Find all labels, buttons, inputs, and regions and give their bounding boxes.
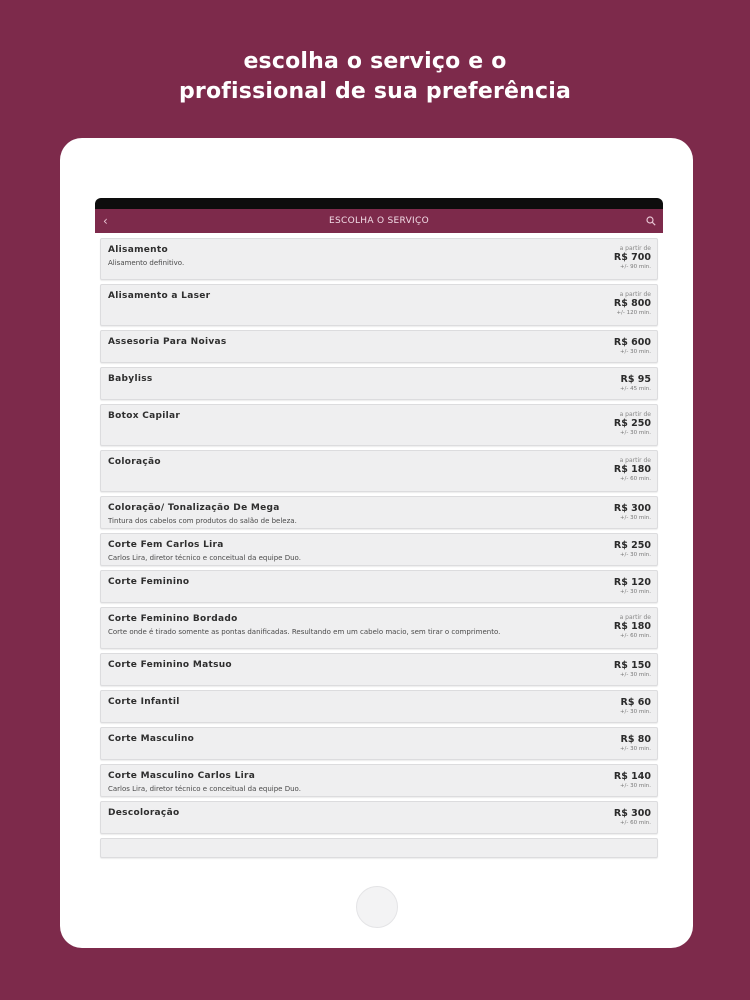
service-price: R$ 80 bbox=[620, 734, 651, 745]
service-name: Corte Feminino bbox=[108, 577, 190, 587]
service-list-item[interactable] bbox=[100, 330, 658, 363]
service-list-item[interactable] bbox=[100, 284, 658, 326]
app-screen bbox=[95, 198, 663, 870]
service-duration: +/- 30 min. bbox=[619, 783, 651, 789]
service-list-item[interactable] bbox=[100, 496, 658, 529]
service-price: R$ 60 bbox=[620, 697, 651, 708]
service-name: Coloração/ Tonalização De Mega bbox=[108, 503, 280, 513]
service-price: R$ 140 bbox=[613, 771, 651, 782]
price-box bbox=[614, 771, 651, 789]
service-duration: +/- 30 min. bbox=[619, 746, 651, 752]
service-price: R$ 150 bbox=[613, 660, 651, 671]
service-duration: +/- 30 min. bbox=[619, 709, 651, 715]
service-price: R$ 700 bbox=[613, 252, 651, 263]
price-box bbox=[620, 374, 651, 392]
price-from-label: a partir de bbox=[619, 457, 651, 464]
price-from-label: a partir de bbox=[619, 411, 651, 418]
price-box bbox=[614, 457, 651, 482]
service-list-item[interactable] bbox=[100, 727, 658, 760]
service-duration: +/- 120 min. bbox=[616, 310, 651, 316]
service-duration: +/- 60 min. bbox=[619, 820, 651, 826]
price-box bbox=[614, 808, 651, 826]
price-box bbox=[614, 411, 651, 436]
service-list-item[interactable] bbox=[100, 764, 658, 797]
service-duration: +/- 30 min. bbox=[619, 552, 651, 558]
app-bar bbox=[95, 209, 663, 233]
service-name: Alisamento a Laser bbox=[108, 291, 211, 301]
service-description: Alisamento definitivo. bbox=[108, 259, 185, 267]
headline-line-1: escolha o serviço e o bbox=[243, 49, 507, 74]
service-name: Corte Feminino Matsuo bbox=[108, 660, 232, 670]
price-box bbox=[614, 540, 651, 558]
service-list-item[interactable] bbox=[100, 607, 658, 649]
screen-title: ESCOLHA O SERVIÇO bbox=[329, 216, 429, 226]
service-price: R$ 95 bbox=[620, 374, 651, 385]
service-duration: +/- 30 min. bbox=[619, 430, 651, 436]
service-name: Assesoria Para Noivas bbox=[108, 337, 227, 347]
service-list-item[interactable] bbox=[100, 450, 658, 492]
price-box bbox=[614, 291, 651, 316]
service-price: R$ 300 bbox=[613, 808, 651, 819]
service-duration: +/- 30 min. bbox=[619, 672, 651, 678]
price-from-label: a partir de bbox=[619, 291, 651, 298]
service-price: R$ 180 bbox=[613, 464, 651, 475]
service-description: Corte onde é tirado somente as pontas danificadas. Resultando em um cabelo macio, sem tirar o comprimento. bbox=[108, 628, 501, 636]
service-list-item[interactable] bbox=[100, 801, 658, 834]
price-box bbox=[614, 337, 651, 355]
home-button[interactable] bbox=[356, 886, 398, 928]
status-bar bbox=[95, 198, 663, 209]
service-list-item[interactable] bbox=[100, 404, 658, 446]
service-list-item[interactable] bbox=[100, 690, 658, 723]
service-list-item[interactable] bbox=[100, 838, 658, 858]
price-box bbox=[614, 660, 651, 678]
service-description: Tintura dos cabelos com produtos do salão de beleza. bbox=[108, 517, 297, 525]
service-name: Babyliss bbox=[108, 374, 153, 384]
service-list-item[interactable] bbox=[100, 570, 658, 603]
service-price: R$ 120 bbox=[613, 577, 651, 588]
service-price: R$ 180 bbox=[613, 621, 651, 632]
price-box bbox=[614, 577, 651, 595]
back-arrow-icon[interactable]: ‹ bbox=[103, 214, 109, 228]
price-box bbox=[614, 245, 651, 270]
price-from-label: a partir de bbox=[619, 614, 651, 621]
service-name: Corte Feminino Bordado bbox=[108, 614, 238, 624]
service-list-item[interactable] bbox=[100, 533, 658, 566]
headline-line-2: profissional de sua preferência bbox=[178, 79, 572, 104]
price-box bbox=[614, 503, 651, 521]
service-duration: +/- 30 min. bbox=[619, 589, 651, 595]
tablet-frame bbox=[60, 138, 693, 948]
service-list bbox=[95, 233, 663, 858]
service-list-item[interactable] bbox=[100, 238, 658, 280]
price-box bbox=[620, 734, 651, 752]
service-name: Botox Capilar bbox=[108, 411, 181, 421]
price-from-label: a partir de bbox=[619, 245, 651, 252]
service-list-item[interactable] bbox=[100, 367, 658, 400]
search-icon[interactable] bbox=[646, 216, 656, 226]
service-name: Descoloração bbox=[108, 808, 180, 818]
service-duration: +/- 90 min. bbox=[619, 264, 651, 270]
service-list-item[interactable] bbox=[100, 653, 658, 686]
price-box bbox=[620, 697, 651, 715]
service-duration: +/- 30 min. bbox=[619, 349, 651, 355]
service-name: Corte Masculino Carlos Lira bbox=[108, 771, 256, 781]
service-price: R$ 600 bbox=[613, 337, 651, 348]
service-price: R$ 250 bbox=[613, 418, 651, 429]
service-name: Corte Fem Carlos Lira bbox=[108, 540, 224, 550]
service-description: Carlos Lira, diretor técnico e conceitual da equipe Duo. bbox=[108, 785, 301, 793]
service-duration: +/- 60 min. bbox=[619, 476, 651, 482]
promo-headline bbox=[0, 47, 750, 107]
service-price: R$ 300 bbox=[613, 503, 651, 514]
service-name: Corte Masculino bbox=[108, 734, 195, 744]
service-name: Alisamento bbox=[108, 245, 168, 255]
service-duration: +/- 60 min. bbox=[619, 633, 651, 639]
service-name: Coloração bbox=[108, 457, 161, 467]
service-duration: +/- 30 min. bbox=[619, 515, 651, 521]
service-duration: +/- 45 min. bbox=[619, 386, 651, 392]
service-price: R$ 800 bbox=[613, 298, 651, 309]
service-name: Corte Infantil bbox=[108, 697, 180, 707]
price-box bbox=[614, 614, 651, 639]
service-description: Carlos Lira, diretor técnico e conceitual da equipe Duo. bbox=[108, 554, 301, 562]
service-price: R$ 250 bbox=[613, 540, 651, 551]
